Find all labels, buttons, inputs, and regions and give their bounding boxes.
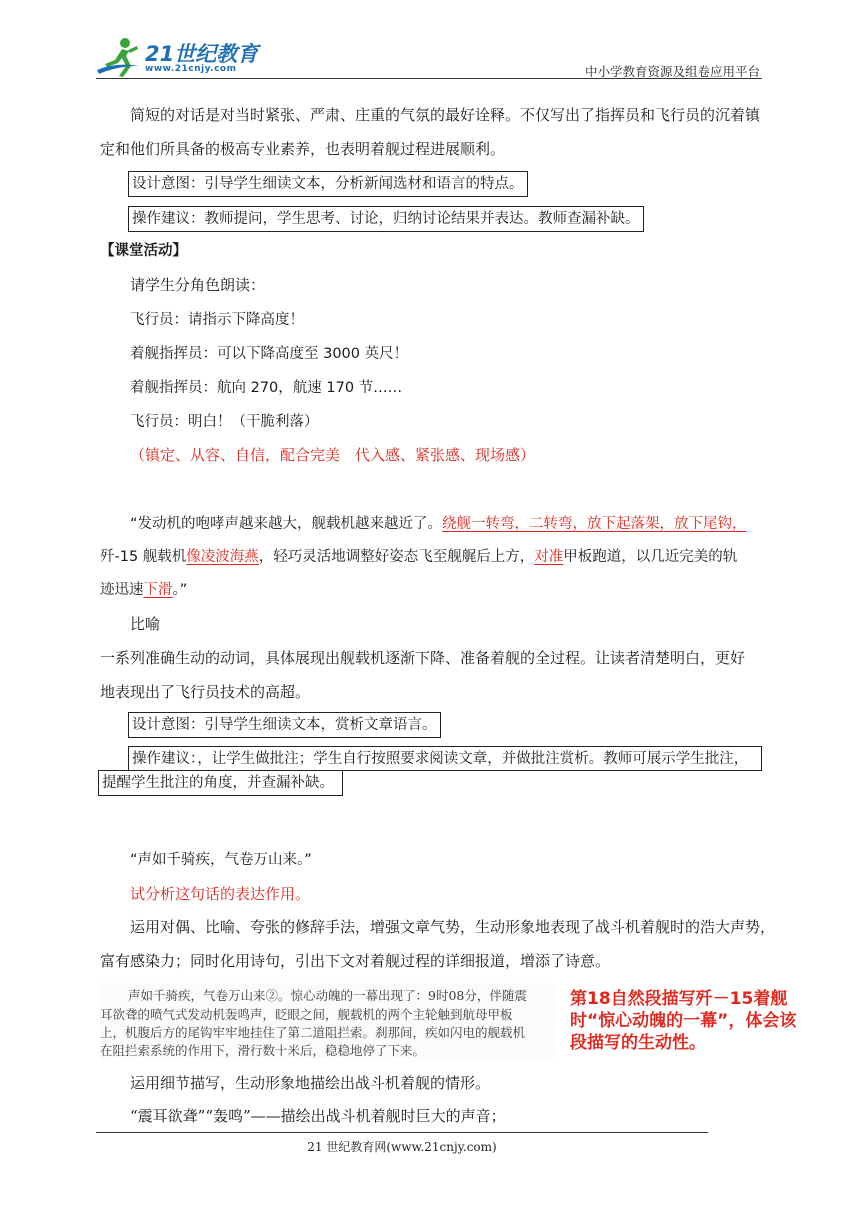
quote-text: 迹迅速 — [100, 582, 144, 598]
paragraph-1-line-1: 简短的对话是对当时紧张、严肃、庄重的气氛的最好诠释。不仅写出了指挥员和飞行员的沉着镇 — [130, 106, 761, 124]
excerpt-line: 上，机腹后方的尾钩牢牢地挂住了第二道阻拦索。刹那间，疾如闪电的舰载机 — [100, 1025, 526, 1040]
site-logo — [95, 36, 260, 78]
platform-title: 中小学教育资源及组卷应用平台 — [584, 64, 760, 79]
logo-text: 21世纪教育 — [145, 42, 259, 66]
paragraph-3-line-2: 富有感染力；同时化用诗句，引出下文对着舰过程的详细报道，增添了诗意。 — [100, 952, 611, 970]
annotated-phrase: 下滑 — [143, 582, 173, 598]
design-intent-box-1: 设计意图：引导学生细读文本，分析新闻选材和语言的特点。 — [128, 171, 528, 197]
metaphor-label: 比喻 — [130, 615, 161, 633]
quote-text: 歼-15 舰载机 — [100, 549, 187, 565]
paragraph-4: 运用细节描写，生动形象地描绘出战斗机着舰的情形。 — [130, 1074, 491, 1092]
section-heading: 【课堂活动】 — [100, 243, 187, 259]
dialogue-line: 着舰指挥员：航向 270，航速 170 节…… — [130, 380, 403, 396]
operation-suggestion-box-1: 操作建议：教师提问，学生思考、讨论，归纳讨论结果并表达。教师查漏补缺。 — [128, 206, 644, 232]
dialogue-line: 飞行员：明白！（干脆利落） — [130, 414, 319, 430]
quote-text: “发动机的咆哮声越来越大，舰载机越来越近了。 — [130, 516, 443, 532]
excerpt-line: 耳欲聋的喷气式发动机轰鸣声，眨眼之间，舰载机的两个主轮触到航母甲板 — [100, 1007, 513, 1022]
operation-suggestion-box-2: 操作建议：，让学生做批注；学生自行按照要求阅读文章，并做批注赏析。教师可展示学生批注， — [128, 746, 762, 771]
logo-url: www.21cnjy.com — [145, 64, 237, 74]
dialogue-line: 着舰指挥员：可以下降高度至 3000 英尺！ — [130, 346, 409, 362]
excerpt-line: 在阻拦索系统的作用下，滑行数十米后，稳稳地停了下来。 — [100, 1043, 426, 1058]
quote-1-line-2 — [100, 547, 737, 567]
dialogue-line: 飞行员：请指示下降高度！ — [130, 312, 304, 328]
operation-suggestion-box-2-cont: 提醒学生批注的角度，并查漏补缺。 — [98, 770, 343, 796]
analysis-note: （镇定、从容、自信，配合完美 代入感、紧张感、现场感） — [130, 446, 536, 464]
textbook-excerpt-image — [100, 983, 555, 1059]
paragraph-2-line-1: 一系列准确生动的动词，具体展现出舰载机逐渐下降、准备着舰的全过程。让读者清楚明白，更好 — [100, 649, 746, 667]
header-divider — [96, 78, 762, 79]
textbook-callout: 第18自然段描写歼－15着舰时“惊心动魄的一幕”，体会该段描写的生动性。 — [570, 989, 797, 1053]
paragraph-1-line-2: 定和他们所具备的极高专业素养，也表明着舰过程进展顺利。 — [100, 140, 506, 158]
task-prompt: 试分析这句话的表达作用。 — [130, 885, 311, 903]
excerpt-line: 声如千骑疾，气卷万山来②。惊心动魄的一幕出现了：9时08分，伴随震 — [128, 988, 527, 1003]
role-reading-instruction: 请学生分角色朗读： — [130, 276, 266, 294]
footer-text: 21 世纪教育网(www.21cnjy.com) — [307, 1140, 497, 1154]
annotated-phrase: 绕舰一转弯，二转弯，放下起落架，放下尾钩， — [442, 516, 747, 532]
quote-text: ，轻巧灵活地调整好姿态飞至舰艉后上方， — [258, 549, 535, 565]
quote-1-line-1 — [130, 514, 747, 534]
paragraph-5: “震耳欲聋”“轰鸣”——描绘出战斗机着舰时巨大的声音； — [130, 1107, 506, 1125]
annotated-phrase: 像凌波海燕 — [186, 549, 259, 565]
quote-text: 。” — [172, 582, 188, 598]
box-border — [128, 746, 129, 770]
footer-divider — [96, 1132, 708, 1133]
paragraph-3-line-1: 运用对偶、比喻、夸张的修辞手法，增强文章气势，生动形象地表现了战斗机着舰时的浩大声势， — [130, 918, 776, 936]
runner-logo-icon — [95, 36, 143, 78]
quote-2: “声如千骑疾，气卷万山来。” — [130, 852, 312, 868]
design-intent-box-2: 设计意图：引导学生细读文本，赏析文章语言。 — [128, 712, 441, 738]
quote-text: 甲板跑道，以几近完美的轨 — [563, 549, 738, 565]
box-border — [343, 770, 762, 771]
annotated-phrase: 对准 — [534, 549, 564, 565]
paragraph-2-line-2: 地表现出了飞行员技术的高超。 — [100, 683, 311, 701]
quote-1-line-3 — [100, 580, 187, 600]
